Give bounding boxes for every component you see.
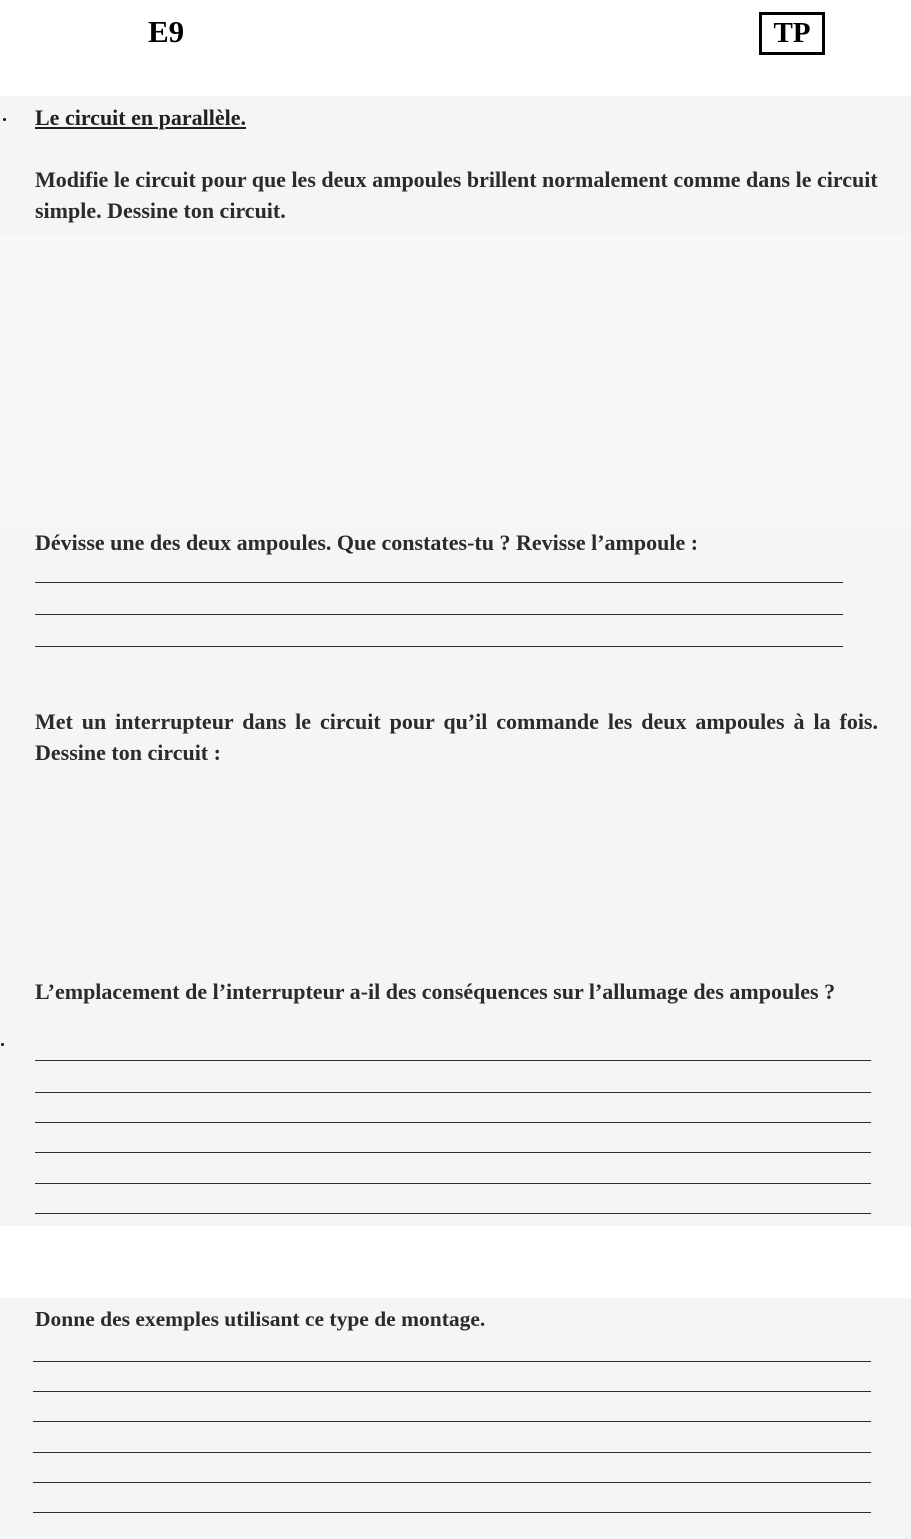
question-4: L’emplacement de l’interrupteur a-il des conséquences sur l’allumage des ampoules ? [35, 979, 836, 1004]
answer-line [35, 1060, 871, 1061]
scan-speck [1, 1043, 4, 1046]
tp-badge: TP [759, 12, 825, 55]
answer-line [35, 614, 843, 615]
answer-line [35, 1122, 871, 1123]
answer-line [35, 646, 843, 647]
answer-line [33, 1452, 871, 1453]
answer-line [35, 1152, 871, 1153]
answer-line [33, 1361, 871, 1362]
question-5: Donne des exemples utilisant ce type de montage. [35, 1307, 486, 1331]
question-1: Modifie le circuit pour que les deux ampoules brillent normalement comme dans le circuit simple. Dessine ton circuit. [35, 167, 878, 223]
drawing-area-2 [35, 775, 878, 965]
question-3: Met un interrupteur dans le circuit pour qu’il commande les deux ampoules à la fois. Dessine ton circuit : [35, 709, 878, 765]
scan-speck [3, 118, 6, 121]
answer-line [35, 1183, 871, 1184]
exercise-code: E9 [148, 14, 185, 49]
answer-line [33, 1391, 871, 1392]
answer-line [33, 1482, 871, 1483]
answer-line [35, 582, 843, 583]
drawing-area-1 [35, 240, 878, 520]
answer-line [33, 1512, 871, 1513]
section-title: Le circuit en parallèle. [35, 105, 246, 130]
answer-line [35, 1092, 871, 1093]
answer-line [33, 1421, 871, 1422]
answer-line [35, 1213, 871, 1214]
question-2: Dévisse une des deux ampoules. Que constates-tu ? Revisse l’ampoule : [35, 530, 699, 555]
